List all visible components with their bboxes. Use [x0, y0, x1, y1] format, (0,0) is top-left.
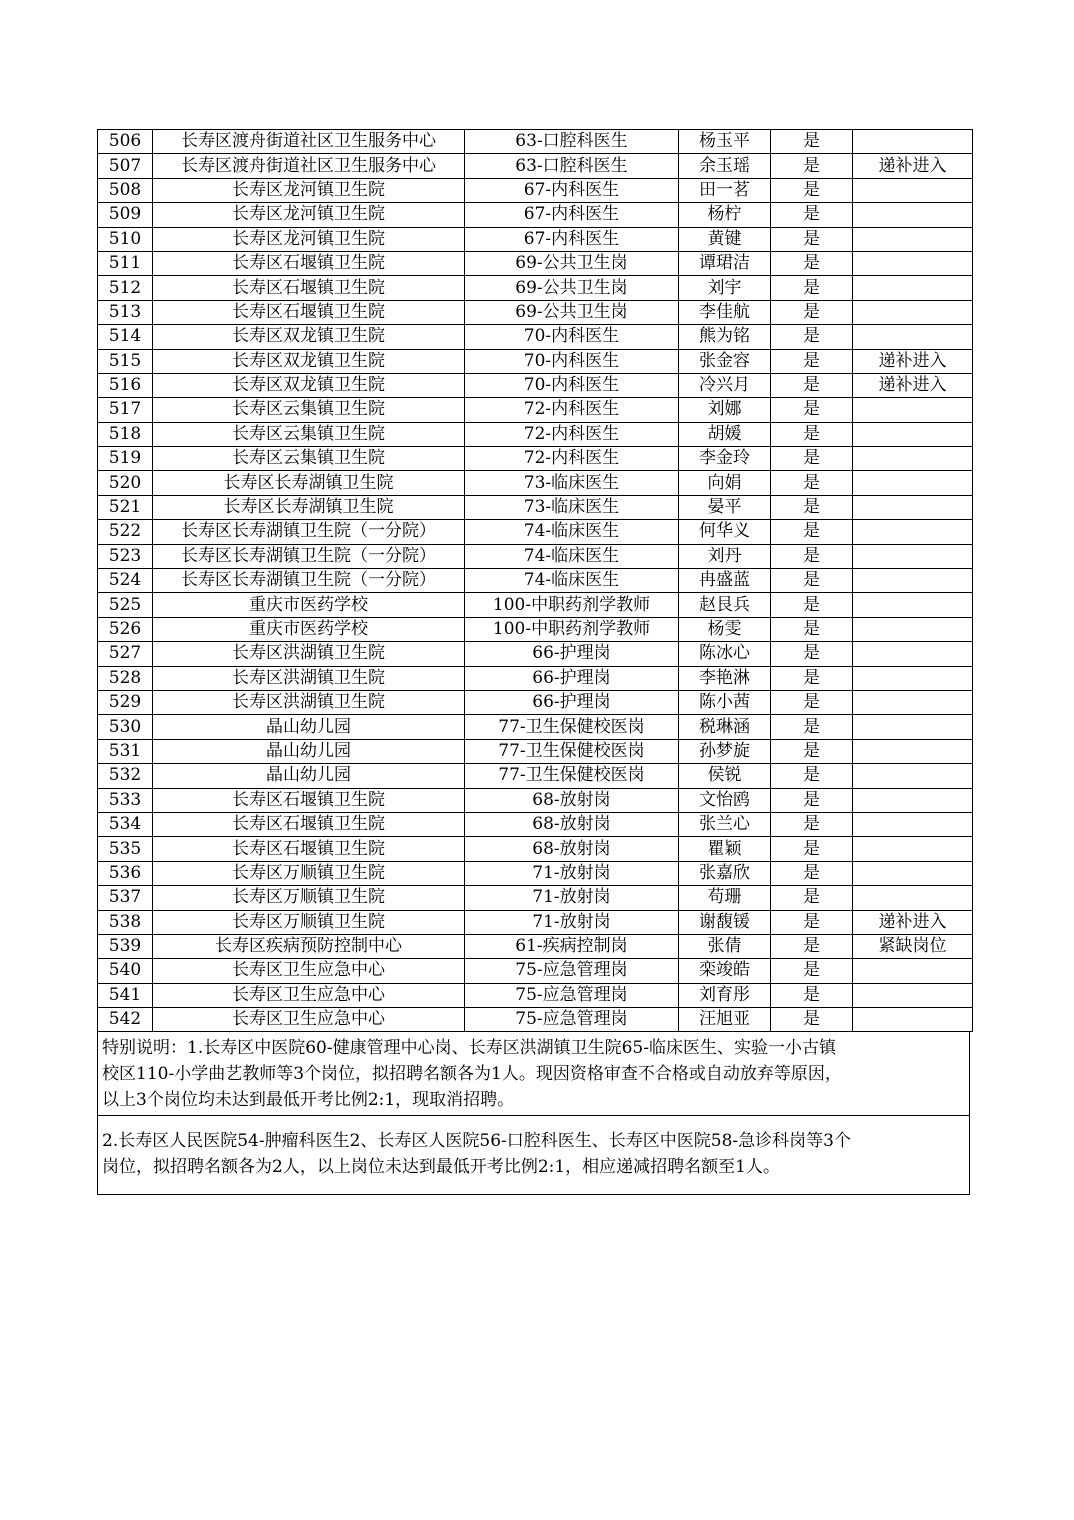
row-number-cell: 515 [98, 349, 153, 373]
name-cell: 瞿颖 [679, 837, 771, 861]
remark-cell [853, 276, 973, 300]
remark-cell [853, 520, 973, 544]
row-number-cell: 506 [98, 130, 153, 154]
name-cell: 李佳航 [679, 300, 771, 324]
name-cell: 杨柠 [679, 203, 771, 227]
qualified-cell: 是 [771, 593, 853, 617]
remark-cell [853, 690, 973, 714]
name-cell: 杨雯 [679, 617, 771, 641]
name-cell: 栾竣皓 [679, 959, 771, 983]
table-row [98, 422, 973, 446]
remark-cell [853, 300, 973, 324]
unit-cell: 长寿区双龙镇卫生院 [153, 349, 465, 373]
unit-cell: 长寿区长寿湖镇卫生院（一分院） [153, 520, 465, 544]
row-number-cell: 536 [98, 861, 153, 885]
remark-cell [853, 569, 973, 593]
table-row [98, 398, 973, 422]
position-cell: 75-应急管理岗 [465, 959, 679, 983]
position-cell: 71-放射岗 [465, 886, 679, 910]
unit-cell: 长寿区洪湖镇卫生院 [153, 666, 465, 690]
qualified-cell: 是 [771, 666, 853, 690]
remark-cell [853, 739, 973, 763]
position-cell: 63-口腔科医生 [465, 130, 679, 154]
position-cell: 63-口腔科医生 [465, 154, 679, 178]
unit-cell: 长寿区石堰镇卫生院 [153, 812, 465, 836]
remark-cell [853, 227, 973, 251]
table-row [98, 325, 973, 349]
table-row [98, 910, 973, 934]
table-row [98, 642, 973, 666]
name-cell: 田一茗 [679, 178, 771, 202]
table-row [98, 373, 973, 397]
name-cell: 张倩 [679, 934, 771, 958]
unit-cell: 长寿区双龙镇卫生院 [153, 373, 465, 397]
name-cell: 侯锐 [679, 764, 771, 788]
qualified-cell: 是 [771, 227, 853, 251]
position-cell: 71-放射岗 [465, 861, 679, 885]
unit-cell: 长寿区洪湖镇卫生院 [153, 642, 465, 666]
table-row [98, 690, 973, 714]
remark-cell: 递补进入 [853, 910, 973, 934]
name-cell: 张嘉欣 [679, 861, 771, 885]
remark-cell [853, 812, 973, 836]
position-cell: 73-临床医生 [465, 495, 679, 519]
note-line: 2.长寿区人民医院54-肿瘤科医生2、长寿区人医院56-口腔科医生、长寿区中医院58-急诊科岗等3个 [102, 1131, 851, 1152]
position-cell: 72-内科医生 [465, 447, 679, 471]
row-number-cell: 539 [98, 934, 153, 958]
name-cell: 李艳淋 [679, 666, 771, 690]
name-cell: 熊为铭 [679, 325, 771, 349]
remark-cell [853, 447, 973, 471]
qualified-cell: 是 [771, 349, 853, 373]
qualified-cell: 是 [771, 642, 853, 666]
unit-cell: 长寿区卫生应急中心 [153, 983, 465, 1007]
spreadsheet-page [97, 129, 972, 1195]
position-cell: 70-内科医生 [465, 373, 679, 397]
row-number-cell: 542 [98, 1008, 153, 1032]
position-cell: 75-应急管理岗 [465, 983, 679, 1007]
qualified-cell: 是 [771, 422, 853, 446]
row-number-cell: 533 [98, 788, 153, 812]
unit-cell: 长寿区双龙镇卫生院 [153, 325, 465, 349]
row-number-cell: 511 [98, 251, 153, 275]
name-cell: 余玉瑶 [679, 154, 771, 178]
qualified-cell: 是 [771, 398, 853, 422]
unit-cell: 长寿区长寿湖镇卫生院（一分院） [153, 544, 465, 568]
unit-cell: 长寿区卫生应急中心 [153, 959, 465, 983]
name-cell: 文怡鸥 [679, 788, 771, 812]
position-cell: 75-应急管理岗 [465, 1008, 679, 1032]
row-number-cell: 524 [98, 569, 153, 593]
qualified-cell: 是 [771, 130, 853, 154]
remark-cell [853, 495, 973, 519]
unit-cell: 晶山幼儿园 [153, 739, 465, 763]
qualified-cell: 是 [771, 373, 853, 397]
table-row [98, 666, 973, 690]
table-row [98, 593, 973, 617]
table-row [98, 544, 973, 568]
position-cell: 74-临床医生 [465, 544, 679, 568]
table-row [98, 130, 973, 154]
qualified-cell: 是 [771, 154, 853, 178]
row-number-cell: 508 [98, 178, 153, 202]
table-row [98, 617, 973, 641]
note-line: 以上3个岗位均未达到最低开考比例2:1，现取消招聘。 [102, 1090, 515, 1111]
row-number-cell: 512 [98, 276, 153, 300]
row-number-cell: 514 [98, 325, 153, 349]
qualified-cell: 是 [771, 520, 853, 544]
row-number-cell: 513 [98, 300, 153, 324]
table-row [98, 739, 973, 763]
row-number-cell: 535 [98, 837, 153, 861]
qualified-cell: 是 [771, 788, 853, 812]
unit-cell: 长寿区石堰镇卫生院 [153, 251, 465, 275]
position-cell: 73-临床医生 [465, 471, 679, 495]
remark-cell [853, 886, 973, 910]
unit-cell: 重庆市医药学校 [153, 617, 465, 641]
remark-cell: 递补进入 [853, 373, 973, 397]
qualified-cell: 是 [771, 959, 853, 983]
unit-cell: 长寿区卫生应急中心 [153, 1008, 465, 1032]
qualified-cell: 是 [771, 251, 853, 275]
name-cell: 刘育彤 [679, 983, 771, 1007]
unit-cell: 长寿区长寿湖镇卫生院（一分院） [153, 569, 465, 593]
unit-cell: 重庆市医药学校 [153, 593, 465, 617]
table-row [98, 520, 973, 544]
position-cell: 67-内科医生 [465, 227, 679, 251]
remark-cell [853, 251, 973, 275]
unit-cell: 长寿区长寿湖镇卫生院 [153, 471, 465, 495]
name-cell: 陈小茜 [679, 690, 771, 714]
name-cell: 杨玉平 [679, 130, 771, 154]
remark-cell [853, 325, 973, 349]
unit-cell: 长寿区龙河镇卫生院 [153, 227, 465, 251]
name-cell: 向娟 [679, 471, 771, 495]
position-cell: 66-护理岗 [465, 642, 679, 666]
qualified-cell: 是 [771, 495, 853, 519]
position-cell: 68-放射岗 [465, 837, 679, 861]
remark-cell [853, 983, 973, 1007]
table-row [98, 1008, 973, 1032]
position-cell: 72-内科医生 [465, 422, 679, 446]
row-number-cell: 534 [98, 812, 153, 836]
name-cell: 刘宇 [679, 276, 771, 300]
note-line: 岗位，拟招聘名额各为2人，以上岗位未达到最低开考比例2:1，相应递减招聘名额至1人。 [102, 1157, 780, 1178]
position-cell: 100-中职药剂学教师 [465, 593, 679, 617]
name-cell: 孙梦旋 [679, 739, 771, 763]
position-cell: 77-卫生保健校医岗 [465, 764, 679, 788]
unit-cell: 晶山幼儿园 [153, 764, 465, 788]
table-row [98, 349, 973, 373]
unit-cell: 长寿区石堰镇卫生院 [153, 276, 465, 300]
row-number-cell: 507 [98, 154, 153, 178]
name-cell: 汪旭亚 [679, 1008, 771, 1032]
row-number-cell: 527 [98, 642, 153, 666]
unit-cell: 长寿区云集镇卫生院 [153, 422, 465, 446]
position-cell: 67-内科医生 [465, 203, 679, 227]
table-row [98, 203, 973, 227]
qualified-cell: 是 [771, 837, 853, 861]
unit-cell: 长寿区洪湖镇卫生院 [153, 690, 465, 714]
name-cell: 李金玲 [679, 447, 771, 471]
qualified-cell: 是 [771, 715, 853, 739]
unit-cell: 晶山幼儿园 [153, 715, 465, 739]
row-number-cell: 518 [98, 422, 153, 446]
remark-cell [853, 398, 973, 422]
remark-cell [853, 593, 973, 617]
name-cell: 晏平 [679, 495, 771, 519]
name-cell: 冉盛蓝 [679, 569, 771, 593]
name-cell: 苟珊 [679, 886, 771, 910]
qualified-cell: 是 [771, 764, 853, 788]
table-row [98, 983, 973, 1007]
qualified-cell: 是 [771, 886, 853, 910]
table-row [98, 959, 973, 983]
position-cell: 68-放射岗 [465, 788, 679, 812]
position-cell: 70-内科医生 [465, 349, 679, 373]
name-cell: 刘丹 [679, 544, 771, 568]
row-number-cell: 509 [98, 203, 153, 227]
remark-cell [853, 861, 973, 885]
name-cell: 冷兴月 [679, 373, 771, 397]
table-row [98, 471, 973, 495]
name-cell: 何华义 [679, 520, 771, 544]
qualified-cell: 是 [771, 1008, 853, 1032]
remark-cell [853, 617, 973, 641]
qualified-cell: 是 [771, 300, 853, 324]
row-number-cell: 530 [98, 715, 153, 739]
table-row [98, 837, 973, 861]
remark-cell [853, 1008, 973, 1032]
position-cell: 61-疾病控制岗 [465, 934, 679, 958]
qualified-cell: 是 [771, 447, 853, 471]
remark-cell [853, 837, 973, 861]
unit-cell: 长寿区云集镇卫生院 [153, 447, 465, 471]
row-number-cell: 532 [98, 764, 153, 788]
qualified-cell: 是 [771, 739, 853, 763]
row-number-cell: 510 [98, 227, 153, 251]
remark-cell [853, 764, 973, 788]
name-cell: 张兰心 [679, 812, 771, 836]
qualified-cell: 是 [771, 934, 853, 958]
position-cell: 69-公共卫生岗 [465, 300, 679, 324]
row-number-cell: 526 [98, 617, 153, 641]
row-number-cell: 531 [98, 739, 153, 763]
unit-cell: 长寿区云集镇卫生院 [153, 398, 465, 422]
unit-cell: 长寿区渡舟街道社区卫生服务中心 [153, 154, 465, 178]
row-number-cell: 528 [98, 666, 153, 690]
table-row [98, 764, 973, 788]
position-cell: 69-公共卫生岗 [465, 251, 679, 275]
unit-cell: 长寿区万顺镇卫生院 [153, 886, 465, 910]
unit-cell: 长寿区石堰镇卫生院 [153, 837, 465, 861]
name-cell: 张金容 [679, 349, 771, 373]
note-line: 特别说明：1.长寿区中医院60-健康管理中心岗、长寿区洪湖镇卫生院65-临床医生、实验一小古镇 [102, 1038, 836, 1059]
table-row [98, 886, 973, 910]
position-cell: 68-放射岗 [465, 812, 679, 836]
qualified-cell: 是 [771, 617, 853, 641]
special-note-1 [97, 1032, 970, 1116]
position-cell: 71-放射岗 [465, 910, 679, 934]
table-row [98, 861, 973, 885]
unit-cell: 长寿区万顺镇卫生院 [153, 910, 465, 934]
qualified-cell: 是 [771, 203, 853, 227]
position-cell: 77-卫生保健校医岗 [465, 715, 679, 739]
unit-cell: 长寿区渡舟街道社区卫生服务中心 [153, 130, 465, 154]
row-number-cell: 522 [98, 520, 153, 544]
remark-cell: 紧缺岗位 [853, 934, 973, 958]
remark-cell [853, 471, 973, 495]
table-body [98, 130, 973, 1032]
row-number-cell: 520 [98, 471, 153, 495]
position-cell: 77-卫生保健校医岗 [465, 739, 679, 763]
row-number-cell: 525 [98, 593, 153, 617]
remark-cell [853, 422, 973, 446]
remark-cell [853, 544, 973, 568]
position-cell: 100-中职药剂学教师 [465, 617, 679, 641]
unit-cell: 长寿区万顺镇卫生院 [153, 861, 465, 885]
table-row [98, 276, 973, 300]
row-number-cell: 541 [98, 983, 153, 1007]
qualified-cell: 是 [771, 544, 853, 568]
qualified-cell: 是 [771, 861, 853, 885]
row-number-cell: 517 [98, 398, 153, 422]
name-cell: 赵艮兵 [679, 593, 771, 617]
table-row [98, 251, 973, 275]
row-number-cell: 521 [98, 495, 153, 519]
position-cell: 66-护理岗 [465, 666, 679, 690]
table-row [98, 300, 973, 324]
name-cell: 税琳涵 [679, 715, 771, 739]
table-row [98, 495, 973, 519]
qualified-cell: 是 [771, 178, 853, 202]
position-cell: 69-公共卫生岗 [465, 276, 679, 300]
table-row [98, 447, 973, 471]
note-line: 校区110-小学曲艺教师等3个岗位，拟招聘名额各为1人。现因资格审查不合格或自动放弃等原因， [102, 1064, 842, 1085]
position-cell: 72-内科医生 [465, 398, 679, 422]
table-row [98, 812, 973, 836]
remark-cell: 递补进入 [853, 154, 973, 178]
row-number-cell: 540 [98, 959, 153, 983]
table-row [98, 154, 973, 178]
row-number-cell: 538 [98, 910, 153, 934]
remark-cell [853, 642, 973, 666]
row-number-cell: 537 [98, 886, 153, 910]
table-row [98, 178, 973, 202]
name-cell: 谢馥锾 [679, 910, 771, 934]
unit-cell: 长寿区石堰镇卫生院 [153, 788, 465, 812]
unit-cell: 长寿区龙河镇卫生院 [153, 178, 465, 202]
remark-cell [853, 959, 973, 983]
table-row [98, 934, 973, 958]
unit-cell: 长寿区疾病预防控制中心 [153, 934, 465, 958]
remark-cell [853, 666, 973, 690]
remark-cell [853, 203, 973, 227]
row-number-cell: 516 [98, 373, 153, 397]
position-cell: 74-临床医生 [465, 569, 679, 593]
position-cell: 67-内科医生 [465, 178, 679, 202]
name-cell: 陈冰心 [679, 642, 771, 666]
qualified-cell: 是 [771, 276, 853, 300]
qualified-cell: 是 [771, 690, 853, 714]
table-row [98, 227, 973, 251]
position-cell: 70-内科医生 [465, 325, 679, 349]
remark-cell: 递补进入 [853, 349, 973, 373]
unit-cell: 长寿区长寿湖镇卫生院 [153, 495, 465, 519]
position-cell: 66-护理岗 [465, 690, 679, 714]
remark-cell [853, 788, 973, 812]
row-number-cell: 519 [98, 447, 153, 471]
qualified-cell: 是 [771, 983, 853, 1007]
remark-cell [853, 715, 973, 739]
qualified-cell: 是 [771, 812, 853, 836]
unit-cell: 长寿区龙河镇卫生院 [153, 203, 465, 227]
name-cell: 胡媛 [679, 422, 771, 446]
results-table [97, 129, 973, 1032]
table-row [98, 569, 973, 593]
unit-cell: 长寿区石堰镇卫生院 [153, 300, 465, 324]
name-cell: 谭珺洁 [679, 251, 771, 275]
row-number-cell: 529 [98, 690, 153, 714]
remark-cell [853, 178, 973, 202]
name-cell: 黄键 [679, 227, 771, 251]
qualified-cell: 是 [771, 325, 853, 349]
row-number-cell: 523 [98, 544, 153, 568]
special-note-2 [97, 1116, 970, 1195]
table-row [98, 788, 973, 812]
name-cell: 刘娜 [679, 398, 771, 422]
table-row [98, 715, 973, 739]
qualified-cell: 是 [771, 471, 853, 495]
position-cell: 74-临床医生 [465, 520, 679, 544]
remark-cell [853, 130, 973, 154]
qualified-cell: 是 [771, 910, 853, 934]
qualified-cell: 是 [771, 569, 853, 593]
